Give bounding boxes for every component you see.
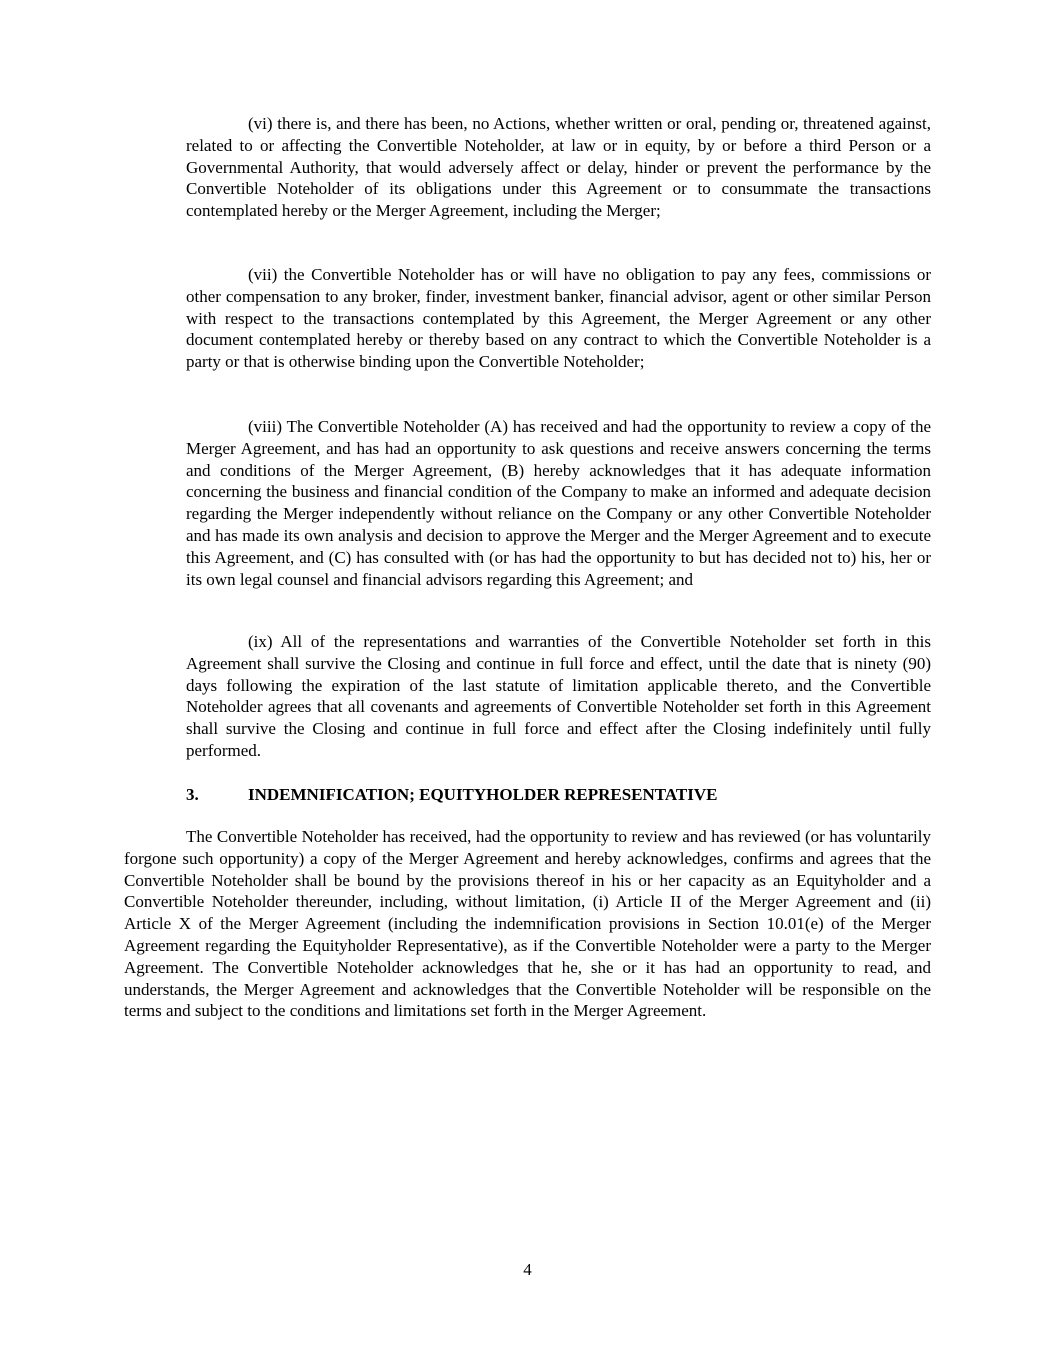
section-3-body: The Convertible Noteholder has received, had the opportunity to review and has reviewed (or has voluntarily forgone such opportunity) a copy of the Merger Agreement and hereby acknowledges, confirms and agrees that the Convertible Noteholder shall be bound by the provisions thereof in his or her capacity as an Equityholder and a Convertible Noteholder thereunder, including, without limitation, (i) Article II of the Merger Agreement and (ii) Article X of the Merger Agreement (including the indemnification provisions in Section 10.01(e) of the Merger Agreement regarding the Equityholder Representative), as if the Convertible Noteholder were a party to the Merger Agreement. The Convertible Noteholder acknowledges that he, she or it has had an opportunity to read, and understands, the Merger Agreement and acknowledges that the Convertible Noteholder will be responsible on the terms and subject to the conditions and limitations set forth in the Merger Agreement. [124,827,931,1021]
clause-ix: (ix) All of the representations and warranties of the Convertible Noteholder set forth in this Agreement shall survive the Closing and continue in full force and effect, until the date that is ninety (90) days following the expiration of the last statute of limitation applicable thereto, and the Convertible Noteholder agrees that all covenants and agreements of Convertible Noteholder set forth in this Agreement shall survive the Closing and continue in full force and effect after the Closing indefinitely until fully performed. [186,632,931,760]
section-3-number: 3. [186,785,199,804]
section-3-heading [186,784,931,806]
page-number: 4 [523,1260,532,1279]
clause-vii: (vii) the Convertible Noteholder has or will have no obligation to pay any fees, commissions or other compensation to any broker, finder, investment banker, financial advisor, agent or other similar Person with respect to the transactions contemplated by this Agreement, the Merger Agreement or any other document contemplated hereby or thereby based on any contract to which the Convertible Noteholder is a party or that is otherwise binding upon the Convertible Noteholder; [186,265,931,372]
clause-viii: (viii) The Convertible Noteholder (A) has received and had the opportunity to review a copy of the Merger Agreement, and has had an opportunity to ask questions and receive answers concerning the terms and conditions of the Merger Agreement, (B) hereby acknowledges that it has adequate information concerning the business and financial condition of the Company to make an informed and adequate decision regarding the Merger independently without reliance on the Company or any other Convertible Noteholder and has made its own analysis and decision to approve the Merger and the Merger Agreement and to execute this Agreement, and (C) has consulted with (or has had the opportunity to but has decided not to) his, her or its own legal counsel and financial advisors regarding this Agreement; and [186,417,931,589]
section-3-title: INDEMNIFICATION; EQUITYHOLDER REPRESENTATIVE [248,785,718,804]
clause-vi: (vi) there is, and there has been, no Actions, whether written or oral, pending or, threatened against, related to or affecting the Convertible Noteholder, at law or in equity, by or before a third Person or a Governmental Authority, that would adversely affect or delay, hinder or prevent the performance by the Convertible Noteholder of its obligations under this Agreement or to consummate the transactions contemplated hereby or the Merger Agreement, including the Merger; [186,114,931,221]
